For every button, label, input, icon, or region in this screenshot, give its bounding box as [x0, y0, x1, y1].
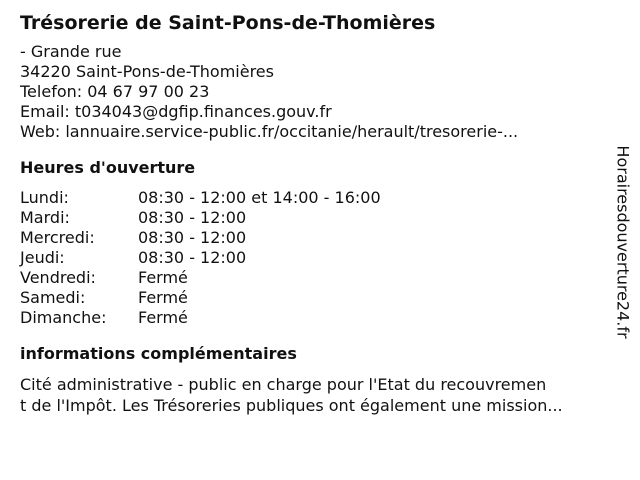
office-title: Trésorerie de Saint-Pons-de-Thomières [20, 12, 436, 34]
hours-day: Mardi: [20, 208, 70, 227]
info-heading: informations complémentaires [20, 344, 297, 363]
phone-line[interactable]: Telefon: 04 67 97 00 23 [20, 82, 210, 101]
hours-time: Fermé [138, 288, 188, 307]
hours-table [20, 188, 615, 328]
email-line[interactable]: Email: t034043@dgfip.finances.gouv.fr [20, 102, 332, 121]
hours-row [20, 228, 615, 248]
hours-day: Jeudi: [20, 248, 65, 267]
hours-time: Fermé [138, 268, 188, 287]
hours-time: 08:30 - 12:00 [138, 228, 247, 247]
hours-day: Samedi: [20, 288, 86, 307]
watermark-text: Horairesdouverture24.fr [613, 145, 633, 339]
hours-row [20, 248, 615, 268]
city-line: 34220 Saint-Pons-de-Thomières [20, 62, 274, 81]
office-card [20, 10, 615, 416]
hours-heading: Heures d'ouverture [20, 158, 196, 177]
hours-row [20, 188, 615, 208]
hours-day: Mercredi: [20, 228, 95, 247]
web-line[interactable]: Web: lannuaire.service-public.fr/occitanie/herault/tresorerie-... [20, 122, 519, 141]
hours-time: 08:30 - 12:00 [138, 248, 247, 267]
hours-day: Dimanche: [20, 308, 107, 327]
hours-row [20, 268, 615, 288]
info-text [20, 374, 615, 416]
info-line-1: Cité administrative - public en charge pour l'Etat du recouvremen [20, 375, 547, 394]
hours-time: Fermé [138, 308, 188, 327]
hours-row [20, 208, 615, 228]
hours-time: 08:30 - 12:00 et 14:00 - 16:00 [138, 188, 381, 207]
watermark [612, 137, 634, 347]
address-block [20, 42, 615, 142]
hours-time: 08:30 - 12:00 [138, 208, 247, 227]
hours-day: Lundi: [20, 188, 69, 207]
info-line-2: t de l'Impôt. Les Trésoreries publiques ont également une mission... [20, 396, 563, 415]
hours-row [20, 288, 615, 308]
hours-row [20, 308, 615, 328]
street-line: - Grande rue [20, 42, 122, 61]
hours-day: Vendredi: [20, 268, 96, 287]
